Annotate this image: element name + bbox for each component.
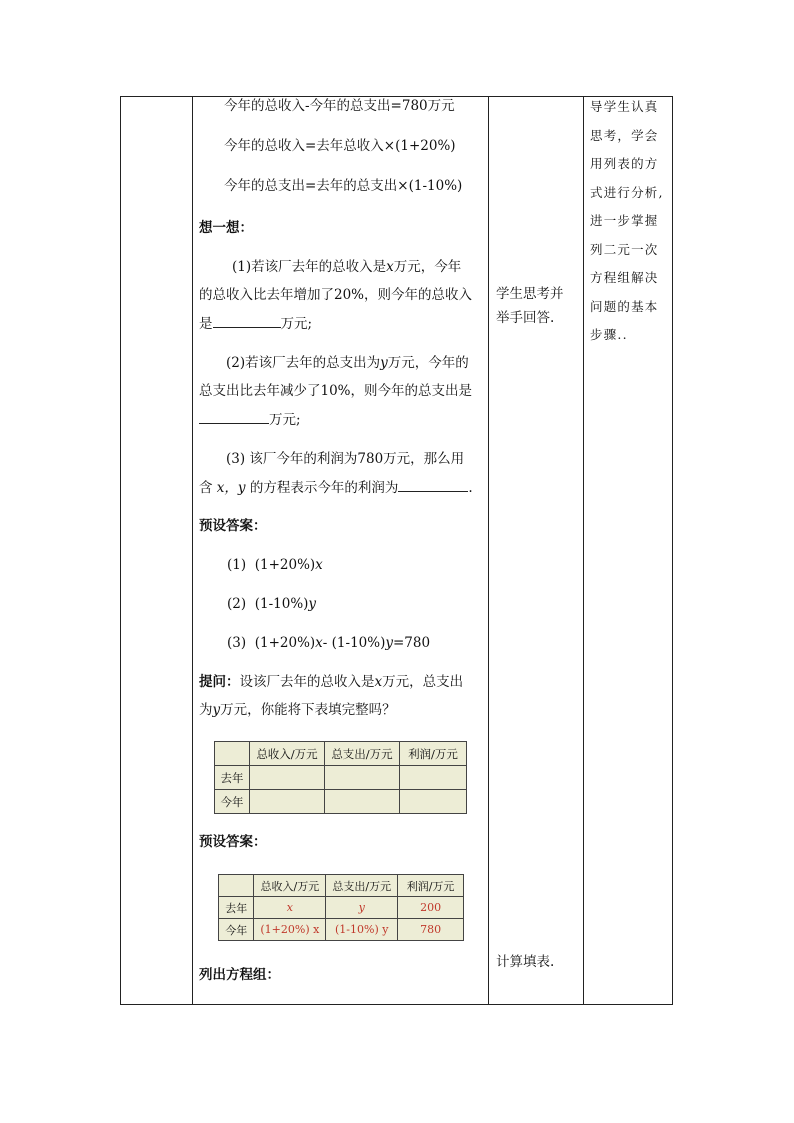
design-intent-line: 问题的基本 [590,298,659,314]
student-activity-think [496,282,564,330]
design-intent-line: 式进行分析, [590,184,664,200]
design-intent-line: 用列表的方 [590,156,659,171]
table-corner-cell [215,742,250,766]
fill-in-table [214,741,467,814]
header-expense: 总支出/万元 [325,742,400,766]
design-intent-line: 思考，学会 [590,127,659,143]
answer-2: (2) (1-10%)y [227,596,317,612]
ask-line-2: 为y万元，你能将下表填完整吗？ [199,702,396,718]
answer-3: (3) (1+20%)x- (1-10%)y=780 [227,635,431,651]
column-divider-2 [488,96,489,1005]
answer-blank-3[interactable] [398,478,468,492]
equation-3: 今年的总支出=去年的总支出×(1-10%) [224,178,463,194]
question-3-line-2: 含 x，y 的方程表示今年的利润为 . [199,480,473,496]
answer-table [218,874,464,941]
cell-empty[interactable] [325,766,400,790]
question-1-line-1: (1)若该厂去年的总收入是x万元，今年 [232,259,462,275]
row-label-this-year: 今年 [219,919,254,941]
table-corner-cell [219,875,254,897]
question-2-line-3: 万元; [199,410,301,429]
design-intent-line: 方程组解决 [590,270,659,285]
row-label-last-year: 去年 [219,897,254,919]
answer-blank-2[interactable] [199,410,269,424]
cell-expense-this-year: (1-10%) y [326,919,398,941]
answer-heading-2: 预设答案： [199,834,267,850]
cell-expense-last-year: y [326,897,398,919]
column-divider-1 [192,96,193,1005]
cell-income-this-year: (1+20%) x [254,919,326,941]
answer-heading-1: 预设答案： [199,518,267,534]
row-label-this-year: 今年 [215,790,250,814]
column-divider-3 [583,96,584,1005]
cell-profit-this-year: 780 [398,919,464,941]
design-intent-line: 进一步掌握 [590,213,659,228]
think-heading: 想一想： [199,220,253,236]
equations-heading: 列出方程组： [199,967,280,983]
cell-empty[interactable] [250,790,325,814]
cell-empty[interactable] [400,790,467,814]
design-intent-line: 步骤.. [590,327,628,342]
design-intent-line: 列二元一次 [590,241,659,257]
equation-1: 今年的总收入-今年的总支出=780万元 [224,98,455,114]
header-income: 总收入/万元 [254,875,326,897]
student-activity-line-2: 举手回答. [496,310,555,326]
answer-1: (1) (1+20%)x [227,557,323,573]
question-2-line-2: 总支出比去年减少了10%，则今年的总支出是 [199,383,473,399]
cell-empty[interactable] [250,766,325,790]
ask-line-1: 提问：设该厂去年的总收入是x万元，总支出 [199,674,464,690]
header-expense: 总支出/万元 [326,875,398,897]
question-1-line-2: 的总收入比去年增加了20%，则今年的总收入 [199,287,473,303]
student-activity-line-1: 学生思考并 [496,286,564,302]
cell-profit-last-year: 200 [398,897,464,919]
question-2-line-1: (2)若该厂去年的总支出为y万元，今年的 [226,355,469,371]
student-activity-calc: 计算填表. [496,954,555,970]
design-intent-line: 导学生认真 [590,99,659,114]
header-profit: 利润/万元 [400,742,467,766]
header-profit: 利润/万元 [398,875,464,897]
cell-empty[interactable] [400,766,467,790]
equation-2: 今年的总收入=去年总收入×(1+20%) [224,138,456,154]
row-label-last-year: 去年 [215,766,250,790]
cell-income-last-year: x [254,897,326,919]
question-1-line-3: 是 万元; [199,316,313,332]
design-intent [590,93,668,350]
answer-blank-1[interactable] [213,314,281,328]
question-3-line-1: (3) 该厂今年的利润为780万元，那么用 [226,451,465,467]
cell-empty[interactable] [325,790,400,814]
header-income: 总收入/万元 [250,742,325,766]
